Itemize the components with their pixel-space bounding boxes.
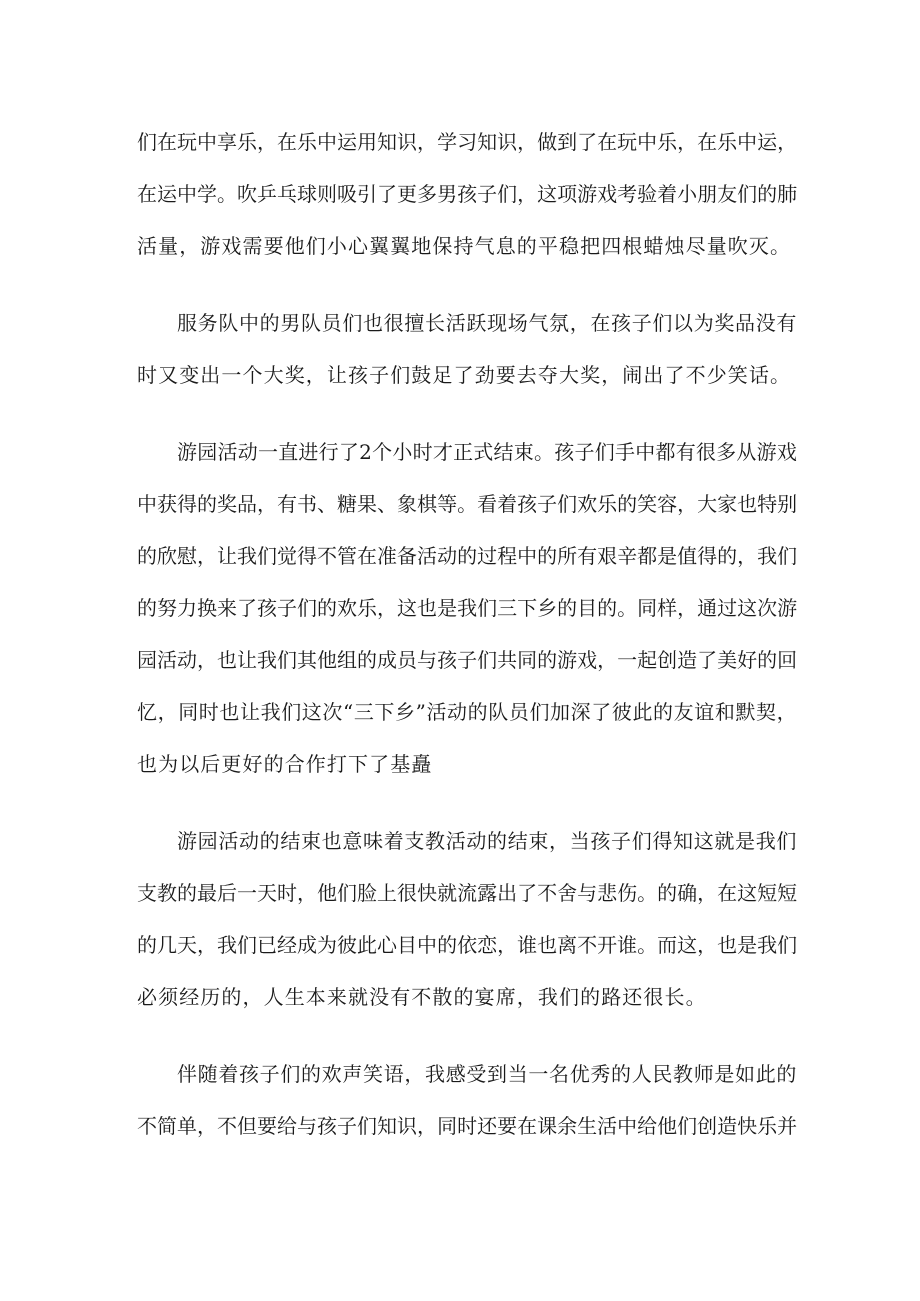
paragraph-1-line-1: 们在玩中享乐，在乐中运用知识，学习知识，做到了在玩中乐，在乐中运， <box>137 130 797 154</box>
paragraph-2-line-1: 服务队中的男队员们也很擅长活跃现场气氛，在孩子们以为奖品没有 <box>177 311 797 335</box>
paragraph-3-line-1: 游园活动一直进行了2个小时才正式结束。孩子们手中都有很多从游戏 <box>177 440 797 464</box>
paragraph-2-line-2: 时又变出一个大奖，让孩子们鼓足了劲要去夺大奖，闹出了不少笑话。 <box>137 363 792 387</box>
paragraph-5-line-2: 不简单，不但要给与孩子们知识，同时还要在课余生活中给他们创造快乐并 <box>137 1114 797 1138</box>
paragraph-3-line-7: 也为以后更好的合作打下了基矗 <box>137 752 433 776</box>
paragraph-1-line-2: 在运中学。吹乒乓球则吸引了更多男孩子们，这项游戏考验着小朋友们的肺 <box>137 182 797 206</box>
paragraph-1-line-3: 活量，游戏需要他们小心翼翼地保持气息的平稳把四根蜡烛尽量吹灭。 <box>137 234 792 258</box>
paragraph-3-line-4: 的努力换来了孩子们的欢乐，这也是我们三下乡的目的。同样，通过这次游 <box>137 596 797 620</box>
paragraph-5-line-1: 伴随着孩子们的欢声笑语，我感受到当一名优秀的人民教师是如此的 <box>177 1062 797 1086</box>
paragraph-3-line-3: 的欣慰，让我们觉得不管在准备活动的过程中的所有艰辛都是值得的，我们 <box>137 544 797 568</box>
paragraph-3-line-2: 中获得的奖品，有书、糖果、象棋等。看着孩子们欢乐的笑容，大家也特别 <box>137 492 797 516</box>
paragraph-4-line-4: 必须经历的，人生本来就没有不散的宴席，我们的路还很长。 <box>137 985 707 1009</box>
paragraph-4-line-1: 游园活动的结束也意味着支教活动的结束，当孩子们得知这就是我们 <box>177 829 797 853</box>
paragraph-3-line-5: 园活动，也让我们其他组的成员与孩子们共同的游戏，一起创造了美好的回 <box>137 648 797 672</box>
paragraph-3-line-6: 忆，同时也让我们这次“三下乡”活动的队员们加深了彼此的友谊和默契， <box>137 700 798 724</box>
paragraph-4-line-2: 支教的最后一天时，他们脸上很快就流露出了不舍与悲伤。的确，在这短短 <box>137 881 797 905</box>
paragraph-4-line-3: 的几天，我们已经成为彼此心目中的依恋，谁也离不开谁。而这，也是我们 <box>137 933 797 957</box>
